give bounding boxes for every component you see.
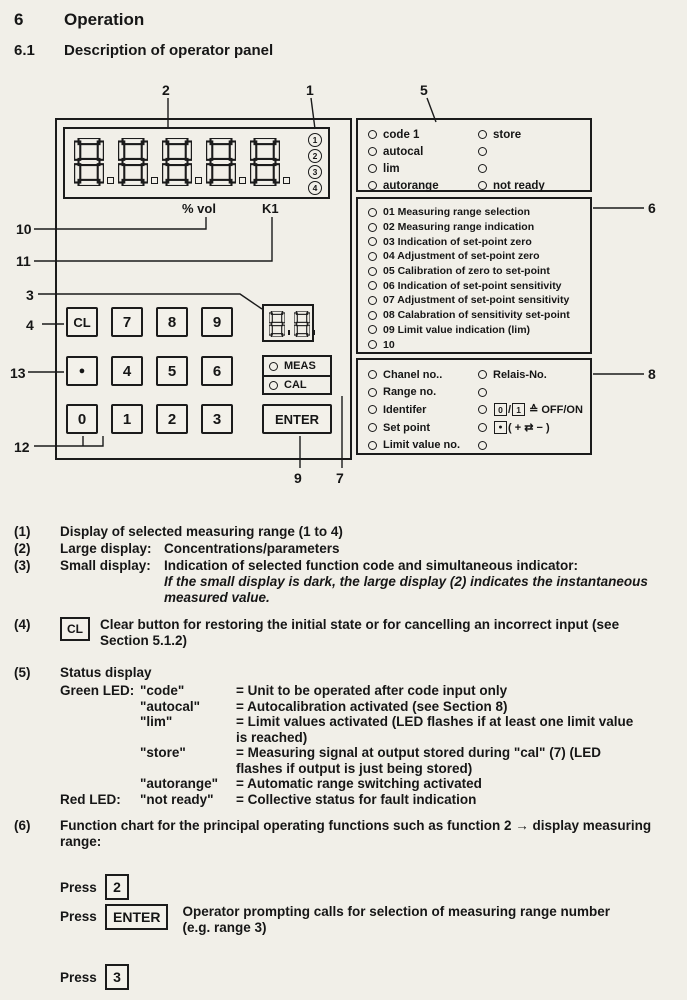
press-2-row: Press 2 (60, 874, 129, 900)
function-row: 07 Adjustment of set-point sensitivity (368, 293, 590, 308)
status-legend-row: "store" = Measuring signal at output stored during "cal" (7) (LED flashes if output is just being stored) (140, 745, 601, 776)
meas-cal-switch (262, 355, 332, 395)
parameter-row: Limit value no. (368, 436, 590, 454)
dot-key-icon: ● (494, 421, 507, 434)
callout-2: 2 (162, 82, 170, 98)
function-led-icon (368, 237, 377, 246)
function-row: 08 Calabration of sensitivity set-point (368, 308, 590, 323)
range-indicator-4: 4 (308, 181, 322, 195)
function-list-box (356, 197, 592, 354)
led-store-icon (478, 130, 487, 139)
status-row (368, 143, 590, 160)
callout-10: 10 (16, 221, 32, 237)
unit-label: % vol (182, 201, 216, 216)
param-led-icon (478, 405, 487, 414)
function-row: 10 (368, 337, 590, 352)
key-8: 8 (156, 307, 188, 337)
key-3: 3 (201, 404, 233, 434)
led-autorange-label: autorange (383, 179, 439, 192)
meas-label: MEAS (284, 360, 316, 372)
param-led-icon (368, 423, 377, 432)
callout-7: 7 (336, 470, 344, 486)
led-autocal-icon (368, 147, 377, 156)
callout-3: 3 (26, 287, 34, 303)
status-led-box (356, 118, 592, 192)
function-row: 06 Indication of set-point sensitivity (368, 278, 590, 293)
legend-item-1: (1) Display of selected measuring range (1 to 4) (14, 524, 343, 539)
function-row: 02 Measuring range indication (368, 220, 590, 235)
callout-13: 13 (10, 365, 26, 381)
led-store-label: store (493, 128, 522, 141)
cal-label: CAL (284, 379, 307, 391)
subsection-number: 6.1 (14, 42, 35, 59)
led-notready-icon (478, 181, 487, 190)
key-4: 4 (111, 356, 143, 386)
callout-11: 11 (16, 253, 31, 269)
range-indicator-3: 3 (308, 165, 322, 179)
callout-12: 12 (14, 439, 30, 455)
section-heading (14, 10, 414, 30)
large-display-digits (65, 129, 328, 186)
callout-5: 5 (420, 82, 428, 98)
press-key-enter: ENTER (105, 904, 168, 930)
press-enter-desc: Operator prompting calls for selection of measuring range number (e.g. range 3) (182, 904, 611, 935)
legend-item-5 (14, 665, 676, 807)
range-indicator-1: 1 (308, 133, 322, 147)
function-led-icon (368, 281, 377, 290)
function-row: 05 Calibration of zero to set-point (368, 264, 590, 279)
press-key-2: 2 (105, 874, 129, 900)
function-led-icon (368, 267, 377, 276)
parameter-row: Set point ● ( + ⇄ − ) (368, 419, 590, 437)
led-notready-label: not ready (493, 179, 545, 192)
subsection-title: Description of operator panel (64, 42, 274, 59)
key-7: 7 (111, 307, 143, 337)
cal-led-icon (269, 381, 278, 390)
key-6: 6 (201, 356, 233, 386)
param-led-icon (368, 388, 377, 397)
led-autorange-icon (368, 181, 377, 190)
subsection-heading (14, 42, 514, 59)
legend-item-2: (2) Large display: Concentrations/parameters (14, 541, 340, 556)
callout-8: 8 (648, 366, 656, 382)
led-autocal-label: autocal (383, 145, 424, 158)
parameter-row: Chanel no.. Relais-No. (368, 366, 590, 384)
function-row: 03 Indication of set-point zero (368, 234, 590, 249)
large-display (63, 127, 330, 199)
function-led-icon (368, 296, 377, 305)
led-code-label: code 1 (383, 128, 420, 141)
led-lim-label: lim (383, 162, 400, 175)
key-5: 5 (156, 356, 188, 386)
function-led-icon (368, 311, 377, 320)
status-row (368, 160, 590, 177)
legend-item-5-title: (5) Status display (14, 665, 152, 680)
led-spare2-icon (478, 164, 487, 173)
legend-items-1-3 (14, 524, 676, 606)
status-legend-row: "autorange" = Automatic range switching activated (140, 776, 482, 791)
legend-item-3-note: If the small display is dark, the large display (2) indicates the instantaneous measured value. (164, 574, 648, 605)
press-enter-row: Press ENTER Operator prompting calls for selection of measuring range number (e.g. range 3) (60, 904, 612, 936)
press-key-3: 3 (105, 964, 129, 990)
small-display (262, 304, 314, 342)
param-led-icon (478, 388, 487, 397)
legend-item-6: (6) Function chart for the principal operating functions such as function 2 → display measuring range: (14, 818, 652, 849)
key-dot: ● (66, 356, 98, 386)
status-legend-row: Green LED: "code" = Unit to be operated after code input only (60, 683, 508, 698)
parameter-row: Range no. (368, 384, 590, 402)
key-2: 2 (156, 404, 188, 434)
parameter-box (356, 358, 592, 455)
function-row: 01 Measuring range selection (368, 205, 590, 220)
status-legend-row: Red LED: "not ready" = Collective status for fault indication (60, 791, 477, 807)
param-led-icon (368, 370, 377, 379)
callout-1: 1 (306, 82, 314, 98)
section-number: 6 (14, 10, 24, 29)
status-row (368, 177, 590, 194)
function-led-icon (368, 252, 377, 261)
callout-6: 6 (648, 200, 656, 216)
led-spare1-icon (478, 147, 487, 156)
cal-row (264, 375, 330, 393)
param-led-icon (368, 405, 377, 414)
function-led-icon (368, 223, 377, 232)
one-key-icon: 1 (512, 403, 525, 416)
key-cl: CL (66, 307, 98, 337)
range-indicator-2: 2 (308, 149, 322, 163)
range-indicators (308, 133, 322, 195)
param-led-icon (368, 441, 377, 450)
zero-key-icon: 0 (494, 403, 507, 416)
key-0: 0 (66, 404, 98, 434)
parameter-row: Identifer 0 / 1 ≙ OFF/ON (368, 401, 590, 419)
function-row: 09 Limit value indication (lim) (368, 323, 590, 338)
small-display-digits (264, 306, 312, 337)
meas-led-icon (269, 362, 278, 371)
status-legend-row: "autocal" = Autocalibration activated (see Section 8) (140, 698, 508, 714)
status-legend-row: "lim" = Limit values activated (LED flashes if at least one limit value is reached) (140, 714, 634, 745)
meas-row (264, 357, 330, 375)
callout-9: 9 (294, 470, 302, 486)
function-row: 04 Adjustment of set-point zero (368, 249, 590, 264)
param-led-icon (478, 423, 487, 432)
key-enter: ENTER (262, 404, 332, 434)
section-title: Operation (64, 10, 145, 29)
function-led-icon (368, 340, 377, 349)
param-led-icon (478, 370, 487, 379)
legend-item-3: (3) Small display: Indication of selected function code and simultaneous indicator: If the small display is dark, the large display (2) indicates the instantaneous measured value. (14, 558, 648, 605)
key-1: 1 (111, 404, 143, 434)
callout-4: 4 (26, 317, 34, 333)
cl-key-icon: CL (60, 617, 90, 641)
key-9: 9 (201, 307, 233, 337)
function-led-icon (368, 325, 377, 334)
param-led-icon (478, 441, 487, 450)
legend-item-4: (4) CL Clear button for restoring the initial state or for cancelling an incorrect input (see Section 5.1.2) (14, 617, 620, 648)
status-row (368, 126, 590, 143)
press-3-row: Press 3 (60, 964, 129, 990)
led-code-icon (368, 130, 377, 139)
function-led-icon (368, 208, 377, 217)
channel-label: K1 (262, 201, 279, 216)
led-lim-icon (368, 164, 377, 173)
